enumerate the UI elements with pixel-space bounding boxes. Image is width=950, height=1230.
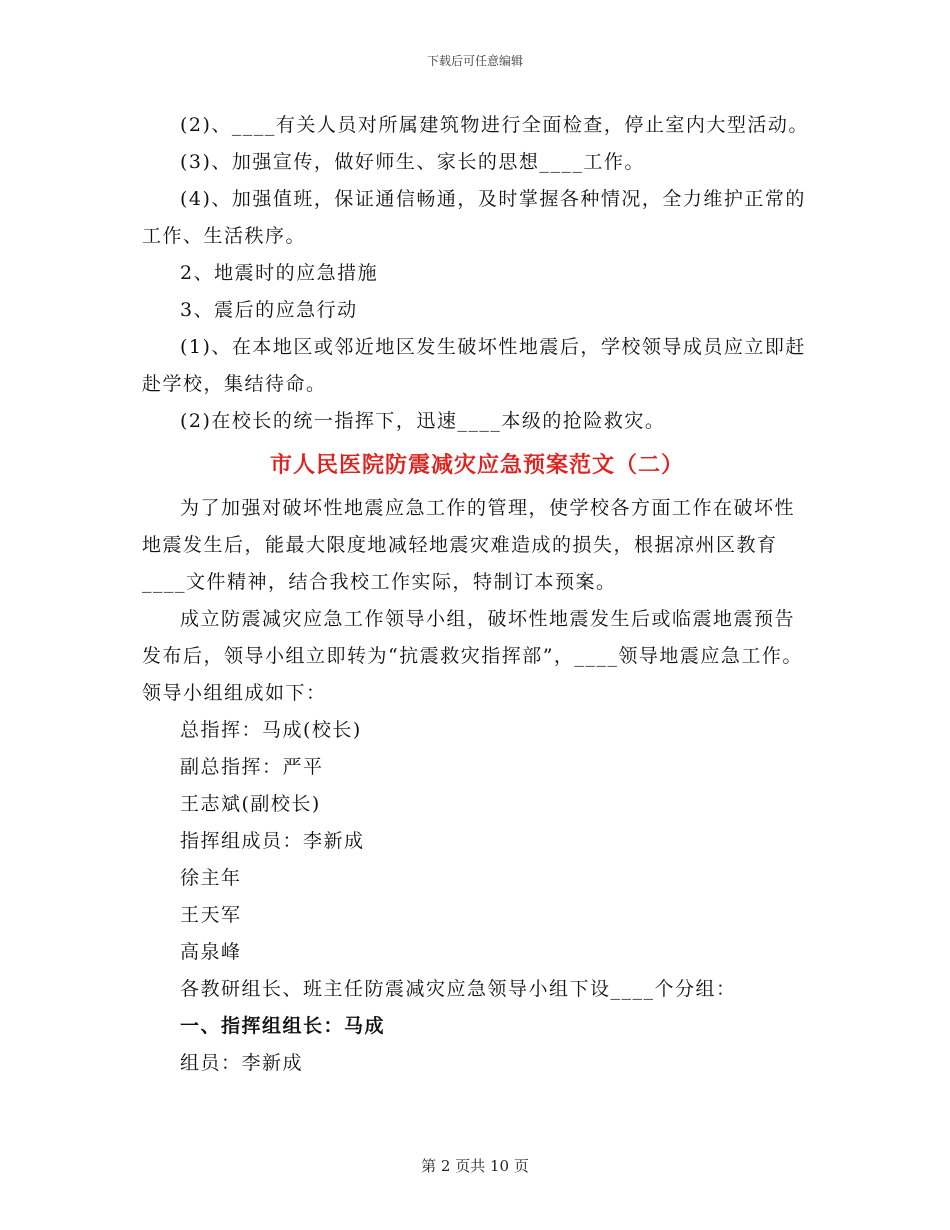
section-title: 市人民医院防震减灾应急预案范文（二）	[269, 452, 684, 478]
paragraph: 成立防震减灾应急工作领导小组，破坏性地震发生后或临震地震预告发布后，领导小组立即转为“抗震救灾指挥部”，____领导地震应急工作。领导小组组成如下：	[142, 608, 803, 704]
list-line: 组员：李新成	[180, 1052, 304, 1074]
paragraph: (4)、加强值班，保证通信畅通，及时掌握各种情况，全力维护正常的工作、生活秩序。	[142, 188, 806, 247]
list-line: 王天军	[180, 904, 242, 926]
paragraph: (2)在校长的统一指挥下，迅速____本级的抢险救灾。	[180, 410, 666, 432]
paragraph: (1)、在本地区或邻近地区发生破坏性地震后，学校领导成员应立即赶赴学校，集结待命。	[142, 336, 806, 395]
paragraph: 为了加强对破坏性地震应急工作的管理，使学校各方面工作在破坏性地震发生后，能最大限度地减轻地震灾难造成的损失，根据凉州区教育____文件精神，结合我校工作实际，特制订本预案。	[142, 497, 796, 593]
page-footer: 第 2 页共 10 页	[421, 1157, 529, 1175]
list-line: 徐主年	[180, 867, 242, 889]
list-line: 总指挥：马成(校长)	[180, 719, 362, 741]
document-body	[142, 107, 812, 1082]
list-line: 王志斌(副校长)	[180, 793, 321, 815]
paragraph: 各教研组长、班主任防震减灾应急领导小组下设____个分组：	[180, 978, 737, 1000]
paragraph: (2)、____有关人员对所属建筑物进行全面检查，停止室内大型活动。	[180, 114, 809, 136]
page-header: 下载后可任意编辑	[426, 54, 523, 68]
subsection-heading: 一、指挥组组长：马成	[180, 1015, 386, 1037]
paragraph: 2、地震时的应急措施	[180, 262, 379, 284]
list-line: 指挥组成员：李新成	[180, 830, 365, 852]
list-line: 副总指挥：严平	[180, 756, 324, 778]
paragraph: (3)、加强宣传，做好师生、家长的思想____工作。	[180, 151, 645, 173]
paragraph: 3、震后的应急行动	[180, 299, 358, 321]
list-line: 高泉峰	[180, 941, 242, 963]
